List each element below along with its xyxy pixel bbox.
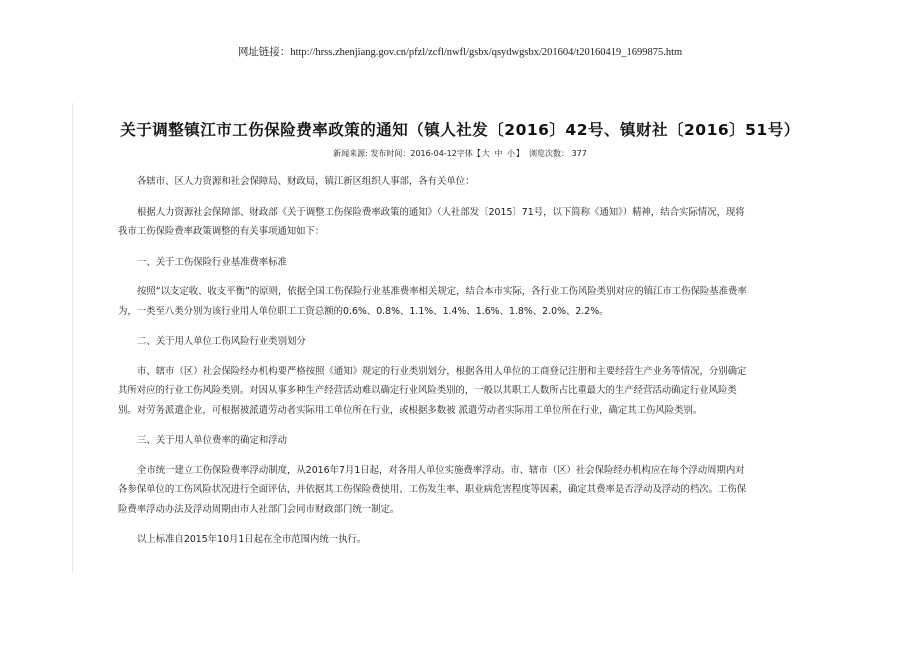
content-divider xyxy=(72,103,73,573)
views-label: 浏览次数： xyxy=(529,149,570,158)
section-heading-2: 二、关于用人单位工伤风险行业类别划分 xyxy=(137,336,306,347)
section-body-2: 市、辖市（区）社会保险经办机构要严格按照《通知》规定的行业类别划分，根据各用人单位的工商登记注册和主要经营生产业务等情况，分别确定其所对应的行业工伤风险类别。对因从事多种生产经营活动难以确定行业风险类别的，一般以其职工人数所占比重最大的生产经营活动确定行业风险类别。对劳务派遣企业，可根据被派遣劳动者实际用工单位所在行业，或根据多数被 派遣劳动者实际用工单位所在行业，确定其工伤风险类别。 xyxy=(118,365,747,416)
section-body-1: 按照“以支定收、收支平衡”的原则，依据全国工伤保险行业基准费率相关规定，结合本市实际，各行业工伤风险类别对应的镇江市工伤保险基准费率为，一类至八类分别为该行业用人单位职工工资总额的0.6%、0.8%、1.1%、1.4%、1.6%、1.8%、2.0%、2.2%。 xyxy=(118,286,747,317)
font-small-button[interactable]: 小 xyxy=(506,149,515,158)
font-medium-button[interactable]: 中 xyxy=(494,149,503,158)
article-meta xyxy=(0,148,920,159)
source-url-line xyxy=(0,44,920,59)
closing-paragraph: 以上标准自2015年10月1日起在全市范围内统一执行。 xyxy=(137,534,367,545)
intro-paragraph: 根据人力资源社会保障部、财政部《关于调整工伤保险费率政策的通知》（人社部发〔2015〕71号，以下简称《通知》）精神，结合实际情况，现将我市工伤保险费率政策调整的有关事项通知如下： xyxy=(118,206,745,237)
font-size-close: 】 xyxy=(515,149,524,158)
article-body xyxy=(118,172,754,561)
publish-date: 2016-04-12 xyxy=(410,149,457,158)
salutation: 各辖市、区人力资源和社会保障局、财政局，镇江新区组织人事部，各有关单位： xyxy=(137,176,475,187)
section-heading-1: 一、关于工伤保险行业基准费率标准 xyxy=(137,256,288,268)
news-source-label: 新闻来源: xyxy=(333,149,368,158)
publish-time-label: 发布时间： xyxy=(370,149,411,158)
source-url-link[interactable]: http://hrss.zhenjiang.gov.cn/pfzl/zcfl/nwfl/gsbx/qsydwgsbx/201604/t20160419_1699875.htm xyxy=(290,47,683,58)
article-title: 关于调整镇江市工伤保险费率政策的通知（镇人社发〔2016〕42号、镇财社〔2016〕51号） xyxy=(120,121,800,139)
section-heading-3: 三、关于用人单位费率的确定和浮动 xyxy=(137,435,288,446)
views-count: 377 xyxy=(571,149,587,158)
font-large-button[interactable]: 大 xyxy=(481,149,490,158)
section-body-3: 全市统一建立工伤保险费率浮动制度，从2016年7月1日起，对各用人单位实施费率浮动。市、辖市（区）社会保险经办机构应在每个浮动周期内对各参保单位的工伤风险状况进行全面评估，并依据其工伤保险费使用、工伤发生率、职业病危害程度等因素，确定其费率是否浮动及浮动的档次。工伤保险费率浮动办法及浮动周期由市人社部门会同市财政部门统一制定。 xyxy=(118,464,747,515)
source-url-label: 网址链接： xyxy=(237,47,291,58)
font-size-label: 字体【 xyxy=(456,149,481,158)
